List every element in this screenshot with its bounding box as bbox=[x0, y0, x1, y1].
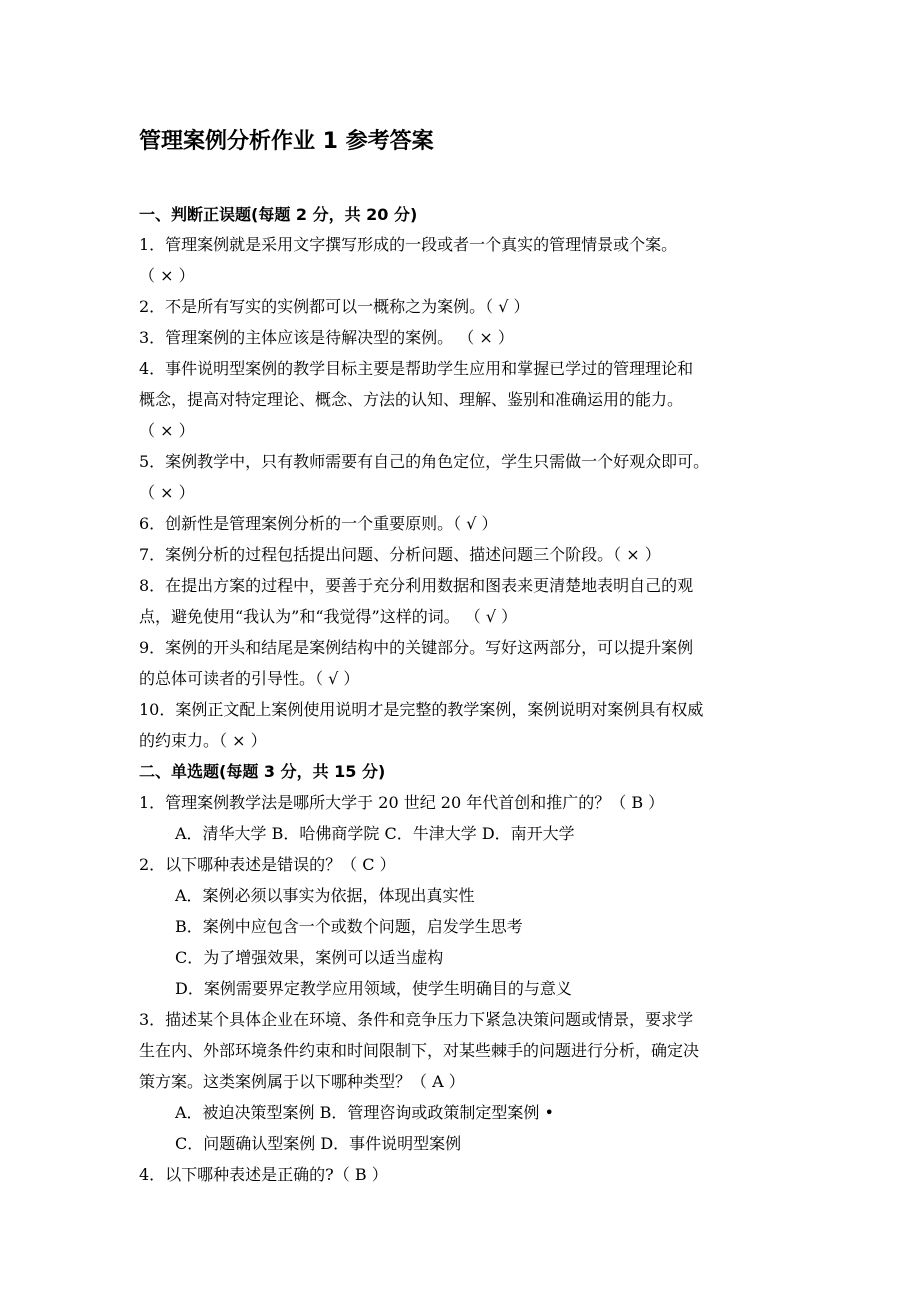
section-heading-single-choice: 二、单选题(每题 3 分，共 15 分) bbox=[139, 762, 386, 781]
question-line: 3．描述某个具体企业在环境、条件和竞争压力下紧急决策问题或情景，要求学 bbox=[139, 1010, 694, 1029]
question-line: 5．案例教学中，只有教师需要有自己的角色定位，学生只需做一个好观众即可。 bbox=[139, 452, 710, 471]
question-line: 2．以下哪种表述是错误的？（ C ） bbox=[139, 855, 396, 874]
option-line: A．被迫决策型案例 B．管理咨询或政策制定型案例 • bbox=[175, 1103, 554, 1122]
option-line: C．问题确认型案例 D．事件说明型案例 bbox=[175, 1134, 462, 1153]
question-line: 的总体可读者的引导性。（ √ ） bbox=[139, 669, 360, 688]
question-line: 7．案例分析的过程包括提出问题、分析问题、描述问题三个阶段。（ × ） bbox=[139, 545, 661, 564]
page-title: 管理案例分析作业 1 参考答案 bbox=[139, 129, 434, 154]
question-line: 概念，提高对特定理论、概念、方法的认知、理解、鉴别和准确运用的能力。 bbox=[139, 390, 684, 409]
question-line: 8．在提出方案的过程中，要善于充分利用数据和图表来更清楚地表明自己的观 bbox=[139, 576, 694, 595]
question-line: 6．创新性是管理案例分析的一个重要原则。（ √ ） bbox=[139, 514, 498, 533]
option-line: A．案例必须以事实为依据，体现出真实性 bbox=[175, 886, 475, 905]
option-line: C．为了增强效果，案例可以适当虚构 bbox=[175, 948, 444, 967]
answer-line: （ × ） bbox=[139, 421, 195, 440]
question-line: 4．以下哪种表述是正确的?（ B ） bbox=[139, 1165, 388, 1184]
question-line: 9．案例的开头和结尾是案例结构中的关键部分。写好这两部分，可以提升案例 bbox=[139, 638, 694, 657]
question-line: 的约束力。（ × ） bbox=[139, 731, 267, 750]
question-line: 点，避免使用“我认为”和“我觉得”这样的词。 （ √ ） bbox=[139, 607, 518, 626]
question-line: 策方案。这类案例属于以下哪种类型？（ A ） bbox=[139, 1072, 465, 1091]
question-line: 1．管理案例教学法是哪所大学于 20 世纪 20 年代首创和推广的？（ B ） bbox=[139, 793, 665, 812]
option-line: A．清华大学 B．哈佛商学院 C．牛津大学 D．南开大学 bbox=[175, 824, 575, 843]
question-line: 4．事件说明型案例的教学目标主要是帮助学生应用和掌握已学过的管理理论和 bbox=[139, 359, 694, 378]
section-heading-true-false: 一、判断正误题(每题 2 分，共 20 分) bbox=[139, 205, 418, 224]
answer-line: （ × ） bbox=[139, 266, 195, 285]
option-line: B．案例中应包含一个或数个问题，启发学生思考 bbox=[175, 917, 523, 936]
question-line: 1．管理案例就是采用文字撰写形成的一段或者一个真实的管理情景或个案。 bbox=[139, 235, 678, 254]
question-line: 生在内、外部环境条件约束和时间限制下，对某些棘手的问题进行分析，确定决 bbox=[139, 1041, 700, 1060]
option-line: D．案例需要界定教学应用领域，使学生明确目的与意义 bbox=[175, 979, 572, 998]
answer-line: （ × ） bbox=[139, 483, 195, 502]
question-line: 10．案例正文配上案例使用说明才是完整的教学案例，案例说明对案例具有权威 bbox=[139, 700, 704, 719]
question-line: 2．不是所有写实的实例都可以一概称之为案例。（ √ ） bbox=[139, 297, 530, 316]
question-line: 3．管理案例的主体应该是待解决型的案例。 （ × ） bbox=[139, 328, 514, 347]
